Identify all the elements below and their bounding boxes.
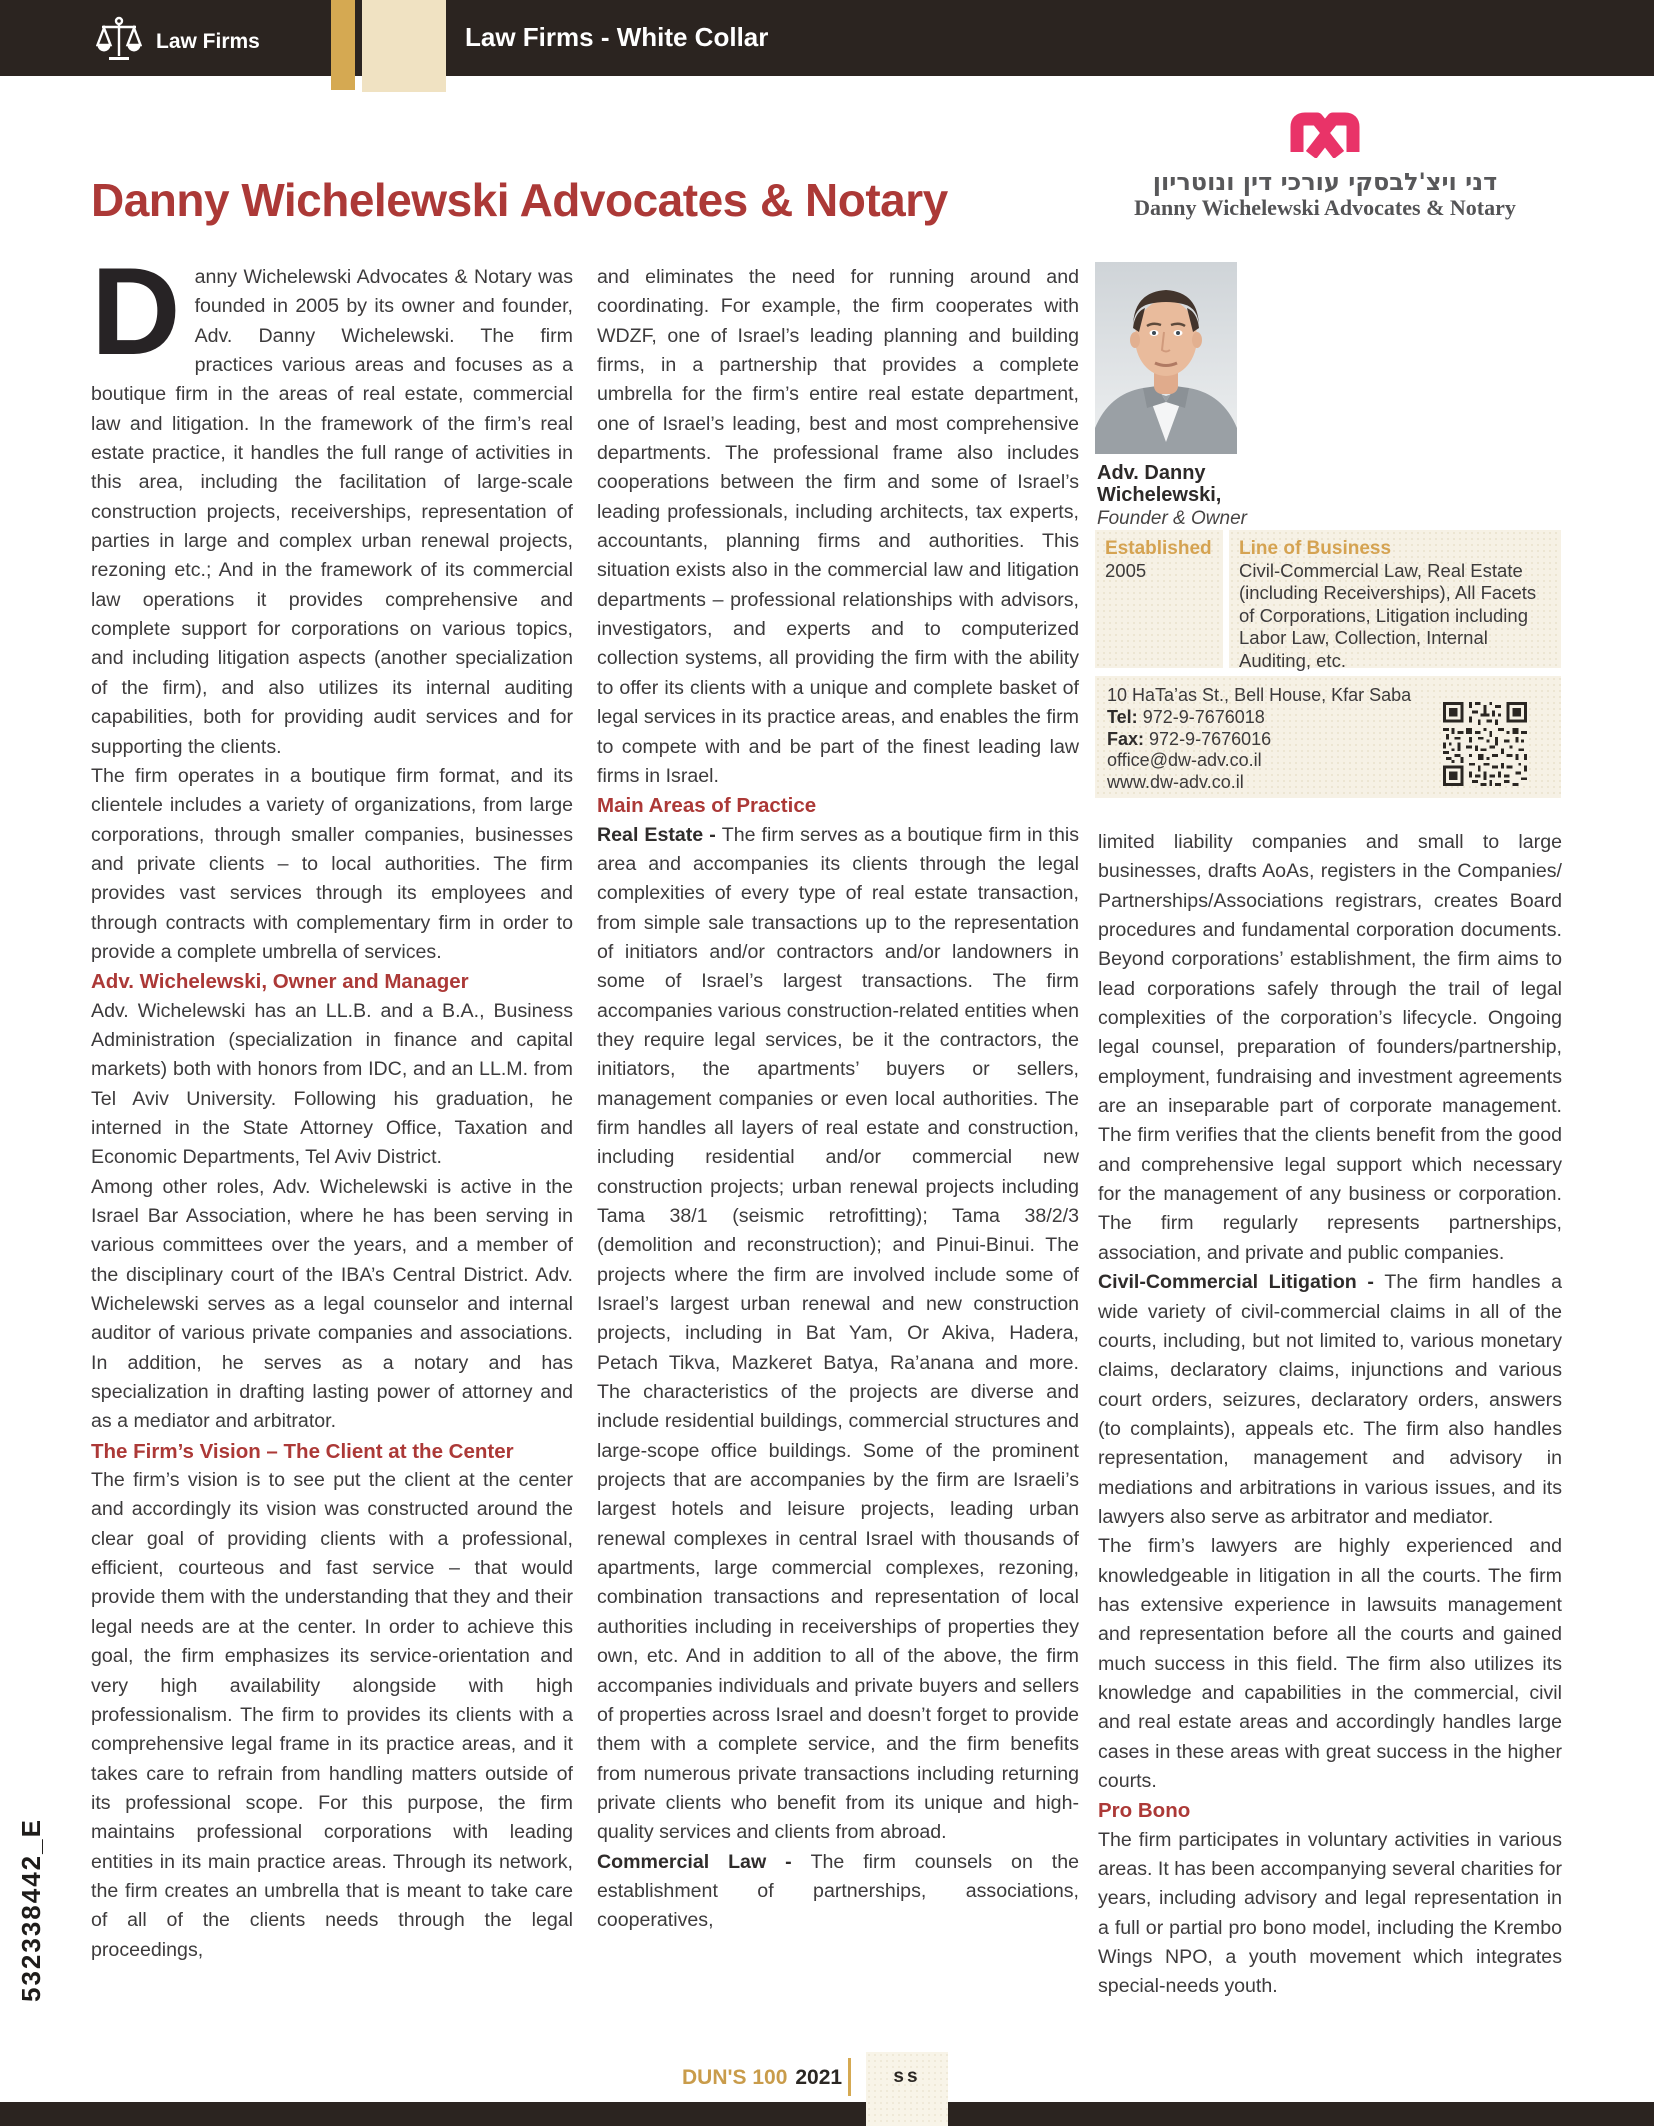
section-heading: Pro Bono: [1098, 1799, 1191, 1823]
page-header-label: Law Firms - White Collar: [465, 22, 769, 52]
section-heading: Adv. Wichelewski, Owner and Manager: [91, 970, 469, 994]
gold-accent-stripe: [331, 0, 355, 90]
article-column-3: [1098, 828, 1562, 2002]
footer-page-marker: ss: [893, 2066, 921, 2087]
section-label: Law Firms: [156, 29, 260, 53]
paragraph-text: The firm serves as a boutique firm in this area and accompanies its clients through the legal complexities of every type of real estate transaction, from simple sale transactions up to the representation of initiators and/or contractors and/or landowners in some of Israel’s largest transactions. The firm accompanies various construction-related entities when they require legal services, be it the contractors, the initiators, the apartments’ buyers or sellers, management companies or even local authorities. The firm handles all layers of real estate and construction, including residential and/or commercial new construction projects; urban renewal projects including Tama 38/1 (seismic retrofitting); Tama 38/2/3 (demolition and reconstruction); and Pinui-Binui. The projects where the firm are involved include some of Israel’s largest urban renewal and new construction projects, including in Bat Yam, Or Akiva, Hadera, Petach Tikva, Mazkeret Batya, Ra’anana and more. The characteristics of the projects are diverse and include residential buildings, commercial structures and large-scope office buildings. Some of the prominent projects that are accompanies by the firm are Israeli’s largest hotels and leisure projects, leading urban renewal complexes in central Israel with thousands of apartments, large commercial complexes, rezoning, combination transactions and representation of local authorities including in receiverships of properties they own, etc. And in addition to all of the above, the firm accompanies individuals and private buyers and sellers of properties across Israel and doesn’t forget to provide them with a complete service, and the firm benefits from numerous private transactions including returning private clients who benefit from its unique and high-quality services and clients from abroad.: [597, 823, 1079, 1844]
qr-code: [1443, 702, 1527, 786]
cream-accent-stripe: [362, 0, 446, 92]
paragraph: The firm operates in a boutique firm format, and its clientele includes a variety of organizations, from large corporations, through smaller companies, businesses and private clients – to local authorities. The firm provides vast services through its employees and through contracts with complementary firm in order to provide a complete umbrella of services.: [91, 764, 573, 963]
established-label: Established: [1105, 538, 1212, 559]
line-of-business-value: Civil-Commercial Law, Real Estate (including Receiverships), All Facets of Corporations, Litigation including Labor Law, Collection, Internal Auditing, etc.: [1239, 560, 1537, 671]
paragraph: [1098, 1268, 1562, 1532]
firm-logo: [1090, 112, 1560, 221]
established-box: [1095, 530, 1223, 668]
paragraph-text: The firm counsels on the establishment of partnerships, associations, cooperatives,: [597, 1850, 1080, 1932]
print-reference-code: 532338442_E: [16, 1818, 46, 2002]
footer-brand-row: [682, 2066, 842, 2090]
tel-value: 972-9-7676018: [1142, 706, 1265, 727]
paragraph: Adv. Wichelewski has an LL.B. and a B.A., Business Administration (specialization in finance and capital markets) both with honors from IDC, and an LL.M. from Tel Aviv University. Following his graduation, he interned in the State Attorney Office, Taxation and Economic Departments, Tel Aviv District.: [91, 999, 573, 1169]
paragraph: [597, 821, 1079, 1848]
scales-of-justice-icon: [96, 14, 142, 69]
tel-label: Tel:: [1107, 706, 1138, 727]
paragraph-text: The firm handles a wide variety of civil-commercial claims in all of the courts, including, but not limited to, various monetary claims, declaratory claims, injunctions and various court orders, seizures, declaratory orders, answers (to complaints), appeals etc. The firm also handles representation, management and advisory in mediations and arbitrations in various issues, and its lawyers also serve as arbitrator and mediator.: [1098, 1271, 1562, 1528]
contact-website: www.dw-adv.co.il: [1107, 772, 1244, 793]
fax-value: 972-9-7676016: [1149, 728, 1272, 749]
paragraph: The firm’s lawyers are highly experienced and knowledgeable in litigation in all the courts. The firm has extensive experience in lawsuits management and representation before all the courts and gained much success in this field. The firm also utilizes its knowledge and capabilities in the commercial, civil and real estate areas and accordingly handles large cases in these areas with great success in the higher courts.: [1098, 1535, 1562, 1792]
caption-name-line1: Adv. Danny: [1097, 462, 1206, 484]
line-of-business-label: Line of Business: [1239, 538, 1392, 559]
firm-logo-w-mark-icon: [1090, 112, 1560, 163]
established-value: 2005: [1105, 560, 1147, 581]
paragraph-lead: Real Estate -: [597, 823, 722, 846]
paragraph: limited liability companies and small to large businesses, drafts AoAs, registers in the Companies/ Partnerships/Associations registrars, creates Board procedures and fundamental corporation documents. Beyond corporations’ establishment, the firm aims to lead corporations safely through the trail of legal complexities of the corporation’s lifecycle. Ongoing legal counsel, preparation of founders/partnership, employment, fundraising and investment agreements are an inseparable part of corporate management. The firm verifies that the clients benefit from the good and comprehensive legal support which necessary for the management of any business or corporation. The firm regularly represents partnerships, association, and private and public companies.: [1098, 831, 1562, 1264]
contact-address: 10 HaTa’as St., Bell House, Kfar Saba: [1107, 685, 1412, 705]
paragraph: Among other roles, Adv. Wichelewski is active in the Israel Bar Association, where he has been serving in various committees over the years, and a member of the disciplinary court of the IBA’s Central District. Adv. Wichelewski serves as a legal counselor and internal auditor of various private companies and associations. In addition, he serves as a notary and has specialization in drafting lasting power of attorney and as a mediator and arbitrator.: [91, 1175, 573, 1433]
dropcap-letter: D: [91, 243, 181, 381]
paragraph-lead: Civil-Commercial Litigation -: [1098, 1271, 1385, 1294]
paragraph: The firm participates in voluntary activities in various areas. It has been accompanying several charities for years, including advisory and legal representation in a full or partial pro bono model, including the Krembo Wings NPO, a youth movement which integrates special-needs youth.: [1098, 1828, 1562, 1998]
photo-caption: [1097, 462, 1247, 530]
section-heading: The Firm’s Vision – The Client at the Center: [91, 1439, 514, 1463]
footer-divider: [848, 2058, 851, 2096]
page-title: Danny Wichelewski Advocates & Notary: [91, 173, 948, 226]
founder-portrait-photo: [1095, 262, 1237, 454]
top-header-bar: [0, 0, 1654, 76]
firm-name-english: Danny Wichelewski Advocates & Notary: [1134, 195, 1516, 220]
paragraph: [597, 1848, 1079, 1936]
paragraph: The firm’s vision is to see put the client at the center and accordingly its vision was constructed around the clear goal of providing clients with a professional, efficient, courteous and fast service – that would provide them with the understanding that they and their legal needs are at the center. In order to achieve this goal, the firm emphasizes its service-orientation and very high availability alongside with high professionalism. The firm to provides its clients with a comprehensive legal frame in its practice areas, and it takes care to refrain from handling matters outside of its professional scope. For this purpose, the firm maintains professional corporations with leading entities in its main practice areas. Through its network, the firm creates an umbrella that is meant to take care of all of the clients needs through the legal proceedings,: [91, 1469, 573, 1961]
caption-role: Founder & Owner: [1097, 508, 1247, 529]
line-of-business-box: [1229, 530, 1561, 671]
fax-label: Fax:: [1107, 728, 1145, 749]
contact-box: [1095, 676, 1561, 798]
firm-name-hebrew: דני ויצ'לבסקי עורכי דין ונוטריון: [1152, 168, 1498, 196]
footer-page-marker-box: [866, 2052, 948, 2126]
contact-email: office@dw-adv.co.il: [1107, 750, 1262, 771]
paragraph: [91, 243, 573, 762]
bottom-bar: [0, 2102, 1654, 2126]
footer-year: 2021: [795, 2066, 843, 2089]
section-heading: Main Areas of Practice: [597, 794, 817, 818]
article-column-2: [597, 263, 1079, 1936]
paragraph-text: anny Wichelewski Advocates & Notary was founded in 2005 by its owner and founder, Adv. Danny Wichelewski. The firm practices various areas and focuses as a boutique firm in the areas of real estate, commercial law and litigation. In the framework of the firm’s real estate practice, it handles the full range of activities in this area, including the facilitation of large-scale construction projects, receiverships, representation of parties in large and complex urban renewal projects, rezoning etc.; And in the framework of its commercial law operations it provides comprehensive and complete support for corporations on various topics, and including litigation aspects (another specialization of the firm), and also utilizes its internal auditing capabilities, both for providing audit services and for supporting the clients.: [91, 266, 573, 758]
article-column-1: [91, 243, 573, 1965]
footer-brand: DUN'S 100: [682, 2066, 788, 2089]
section-brand: [96, 14, 260, 69]
paragraph-lead: Commercial Law -: [597, 1850, 811, 1873]
paragraph: and eliminates the need for running around and coordinating. For example, the firm cooperates with WDZF, one of Israel’s leading planning and building firms, in a partnership that provides a complete umbrella for the firm’s entire real estate department, one of Israel’s leading, best and most comprehensive departments. The professional frame also includes cooperations between the firm and some of Israel’s leading professionals, including architects, tax experts, accountants, planning firms and authorities. This situation exists also in the commercial law and litigation departments – professional relationships with advisors, investigators, and experts and to computerized collection systems, all providing the firm with the ability to offer its clients with a unique and complete basket of legal services in its practice areas, and enables the firm to compete with and be part of the finest leading law firms in Israel.: [597, 266, 1079, 787]
caption-name-line2: Wichelewski,: [1097, 484, 1222, 506]
